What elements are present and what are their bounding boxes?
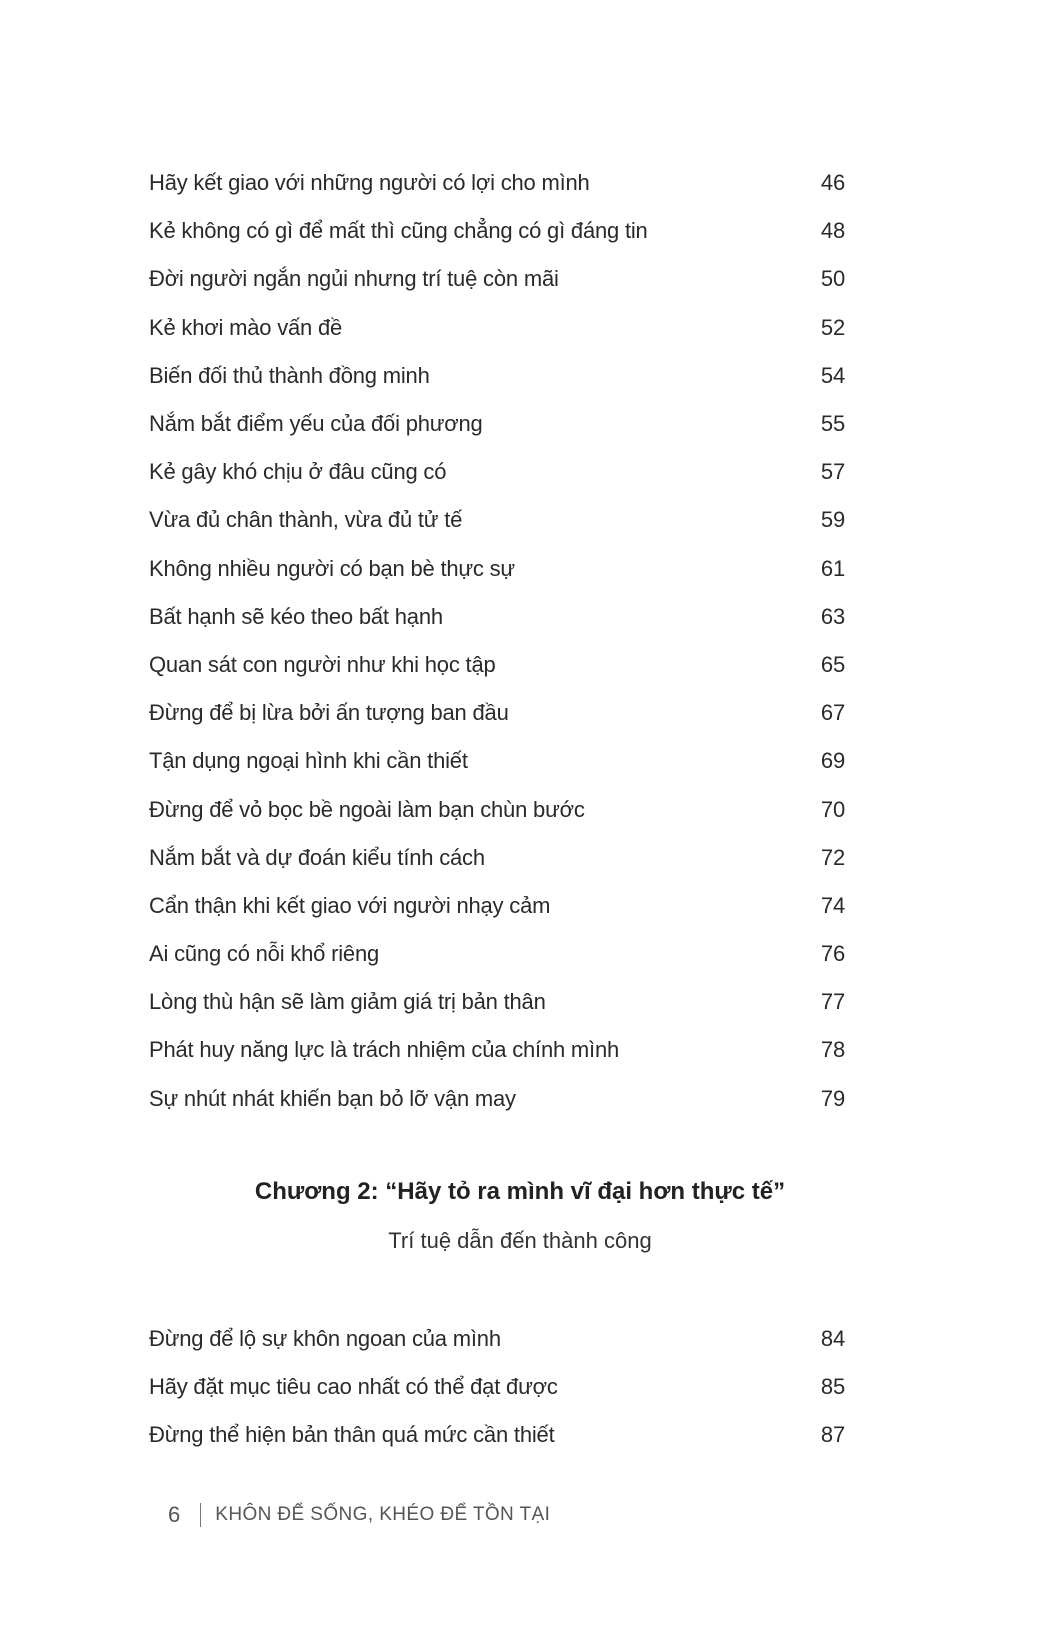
toc-entry-title: Đừng thể hiện bản thân quá mức cần thiết [149, 1422, 555, 1448]
footer-divider [200, 1503, 201, 1527]
toc-entry [149, 737, 845, 785]
toc-entry-page: 67 [820, 700, 845, 726]
toc-entry-title: Phát huy năng lực là trách nhiệm của chính mình [149, 1037, 620, 1063]
toc-entry-title: Vừa đủ chân thành, vừa đủ tử tế [149, 507, 463, 533]
toc-entry-page: 48 [820, 218, 845, 244]
toc-entry-page: 72 [820, 844, 845, 870]
toc-entry [149, 1026, 845, 1074]
toc-entry-page: 57 [820, 459, 845, 485]
toc-entry-title: Kẻ không có gì để mất thì cũng chẳng có gì đáng tin [149, 218, 648, 244]
toc-entry-title: Bất hạnh sẽ kéo theo bất hạnh [149, 603, 443, 629]
toc-entry [149, 496, 845, 544]
toc-entry [149, 1075, 845, 1123]
toc-entry-title: Hãy đặt mục tiêu cao nhất có thể đạt được [149, 1374, 558, 1400]
toc-entry [149, 689, 845, 737]
toc-entry-page: 85 [820, 1374, 845, 1400]
toc-entry-page: 52 [820, 314, 845, 340]
toc-entry [149, 593, 845, 641]
book-title: KHÔN ĐỂ SỐNG, KHÉO ĐỂ TỒN TẠI [215, 1504, 551, 1525]
toc-entry-title: Nắm bắt và dự đoán kiểu tính cách [149, 844, 485, 870]
toc-entry [149, 785, 845, 833]
toc-entry-title: Quan sát con người như khi học tập [149, 651, 496, 677]
toc-entry [149, 207, 845, 255]
toc-entry-title: Kẻ khơi mào vấn đề [149, 314, 343, 340]
toc-entry-page: 46 [820, 170, 845, 196]
toc-entry-title: Hãy kết giao với những người có lợi cho mình [149, 170, 590, 196]
toc-entry-page: 74 [820, 892, 845, 918]
toc-entry-title: Sự nhút nhát khiến bạn bỏ lỡ vận may [149, 1085, 516, 1111]
toc-entry [149, 255, 845, 303]
toc-entry-title: Đừng để bị lừa bởi ấn tượng ban đầu [149, 700, 509, 726]
toc-entry-page: 61 [820, 555, 845, 581]
toc-entry-title: Nắm bắt điểm yếu của đối phương [149, 411, 483, 437]
toc-entry-title: Đời người ngắn ngủi nhưng trí tuệ còn mãi [149, 266, 559, 292]
toc-entry [149, 834, 845, 882]
toc-entry [149, 978, 845, 1026]
chapter-title: Chương 2: “Hãy tỏ ra mình vĩ đại hơn thực tế” [254, 1178, 786, 1205]
toc-entry [149, 882, 845, 930]
toc-entry-title: Không nhiều người có bạn bè thực sự [149, 555, 515, 581]
toc-entry-page: 78 [820, 1037, 845, 1063]
toc-entry-page: 54 [820, 362, 845, 388]
toc-entry-title: Lòng thù hận sẽ làm giảm giá trị bản thân [149, 989, 546, 1015]
toc-entry-page: 70 [820, 796, 845, 822]
toc-list-chapter-2 [149, 1315, 845, 1460]
toc-entry [149, 1411, 845, 1459]
toc-list-chapter-1 [149, 159, 845, 1123]
toc-entry-title: Ai cũng có nỗi khổ riêng [149, 941, 380, 967]
chapter-subtitle: Trí tuệ dẫn đến thành công [388, 1228, 652, 1253]
toc-entry [149, 1315, 845, 1363]
toc-entry-title: Kẻ gây khó chịu ở đâu cũng có [149, 459, 447, 485]
toc-entry-page: 63 [820, 603, 845, 629]
toc-entry-page: 77 [820, 989, 845, 1015]
toc-entry [149, 400, 845, 448]
page-footer [168, 1502, 550, 1528]
toc-entry [149, 930, 845, 978]
toc-entry-title: Tận dụng ngoại hình khi cần thiết [149, 748, 468, 774]
toc-entry-title: Cẩn thận khi kết giao với người nhạy cảm [149, 892, 551, 918]
toc-entry [149, 545, 845, 593]
toc-entry-page: 59 [820, 507, 845, 533]
toc-entry-page: 84 [820, 1326, 845, 1352]
toc-entry [149, 641, 845, 689]
toc-entry-page: 65 [820, 651, 845, 677]
toc-entry-page: 79 [820, 1085, 845, 1111]
toc-entry-title: Biến đối thủ thành đồng minh [149, 362, 430, 388]
toc-entry-page: 55 [820, 411, 845, 437]
toc-entry-page: 87 [820, 1422, 845, 1448]
toc-entry [149, 159, 845, 207]
toc-entry [149, 448, 845, 496]
toc-entry [149, 352, 845, 400]
toc-entry-title: Đừng để vỏ bọc bề ngoài làm bạn chùn bước [149, 796, 585, 822]
toc-entry-page: 76 [820, 941, 845, 967]
toc-entry-page: 50 [820, 266, 845, 292]
toc-entry [149, 304, 845, 352]
toc-entry [149, 1363, 845, 1411]
toc-entry-title: Đừng để lộ sự khôn ngoan của mình [149, 1326, 501, 1352]
page-number: 6 [168, 1502, 181, 1527]
toc-entry-page: 69 [820, 748, 845, 774]
